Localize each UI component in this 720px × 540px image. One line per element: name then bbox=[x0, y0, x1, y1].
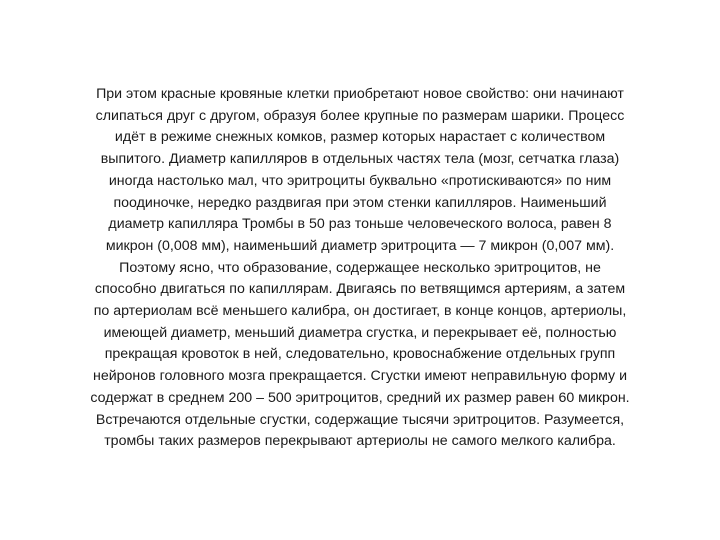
text-line-7: диаметр капилляра Тромбы в 50 раз тоньше человеческого волоса, равен 8 bbox=[108, 216, 612, 233]
text-line-9: Поэтому ясно, что образование, содержащее несколько эритроцитов, не bbox=[119, 259, 601, 276]
text-line-8: микрон (0,008 мм), наименьший диаметр эритроцита — 7 микрон (0,007 мм). bbox=[105, 237, 615, 254]
text-line-16: Встречаются отдельные сгустки, содержащие тысячи эритроцитов. Разумеется, bbox=[95, 411, 625, 428]
text-line-13: прекращая кровоток в ней, следовательно, кровоснабжение отдельных групп bbox=[104, 346, 616, 363]
text-line-4: выпитого. Диаметр капилляров в отдельных частях тела (мозг, сетчатка глаза) bbox=[100, 151, 620, 168]
body-text bbox=[24, 84, 696, 453]
text-line-17: тромбы таких размеров перекрывают артериолы не самого мелкого калибра. bbox=[104, 433, 616, 450]
text-line-2: слипаться друг с другом, образуя более крупные по размерам шарики. Процесс bbox=[95, 107, 625, 124]
text-line-3: идёт в режиме снежных комков, размер которых нарастает с количеством bbox=[114, 129, 606, 146]
text-line-5: иногда настолько мал, что эритроциты буквально «протискиваются» по ним bbox=[108, 172, 612, 189]
text-line-14: нейронов головного мозга прекращается. Сгустки имеют неправильную форму и bbox=[93, 368, 627, 385]
text-line-11: по артериолам всё меньшего калибра, он достигает, в конце концов, артериолы, bbox=[93, 303, 627, 320]
text-line-10: способно двигаться по капиллярам. Двигаясь по ветвящимся артериям, а затем bbox=[94, 281, 626, 298]
text-line-15: содержат в среднем 200 – 500 эритроцитов, средний их размер равен 60 микрон. bbox=[90, 389, 630, 406]
text-line-1: При этом красные кровяные клетки приобретают новое свойство: они начинают bbox=[96, 86, 624, 102]
text-line-12: имеющей диаметр, меньший диаметра сгустка, и перекрывает её, полностью bbox=[103, 324, 617, 341]
text-line-6: поодиночке, нередко раздвигая при этом стенки капилляров. Наименьший bbox=[113, 194, 607, 211]
